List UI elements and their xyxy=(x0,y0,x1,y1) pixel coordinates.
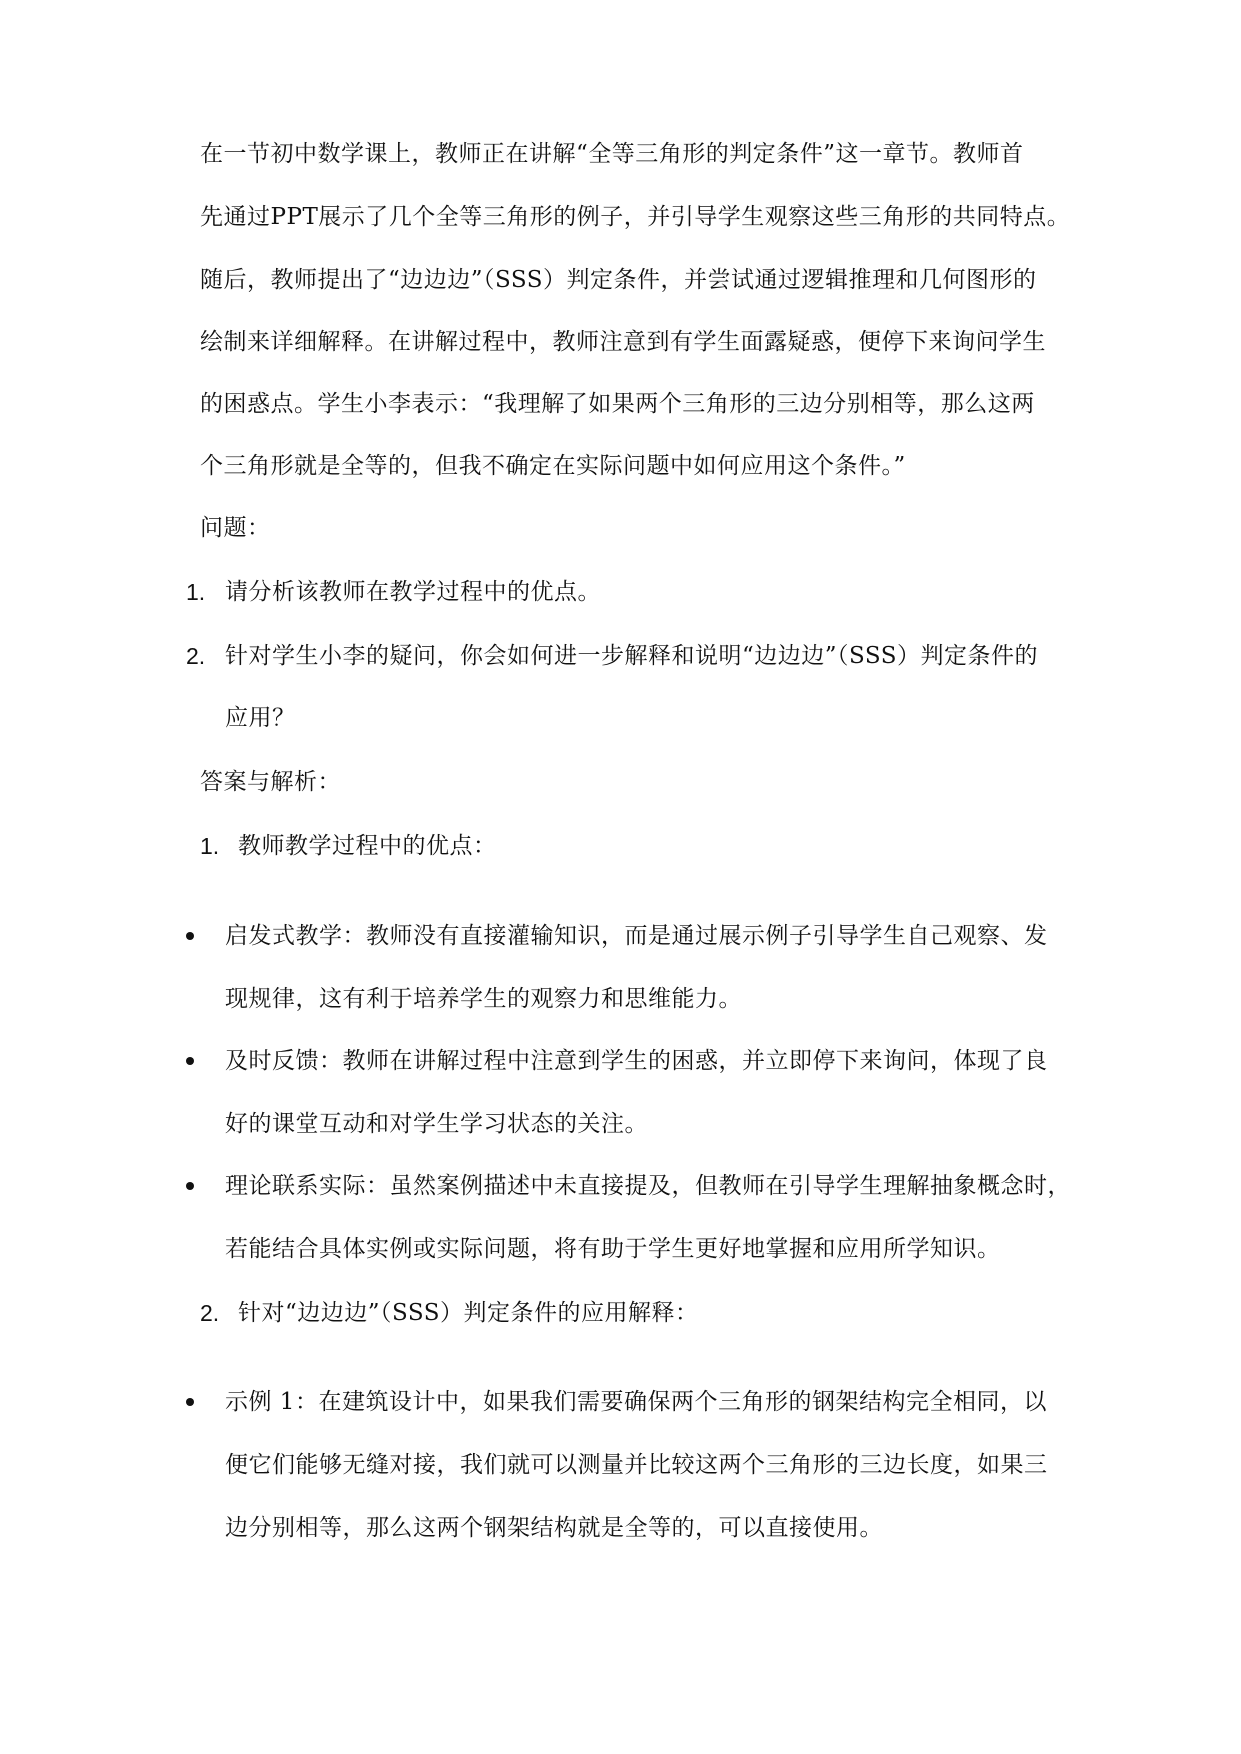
answer-1-bullet-1-line-2: 现规律，这有利于培养学生的观察力和思维能力。 xyxy=(225,986,742,1012)
answer-1-bullet-3-line-1: 理论联系实际：虽然案例描述中未直接提及，但教师在引导学生理解抽象概念时， xyxy=(225,1173,1071,1199)
answer-1-bullet-1-line-1: 启发式教学：教师没有直接灌输知识，而是通过展示例子引导学生自己观察、发 xyxy=(225,923,1048,949)
question-2-marker: 2. xyxy=(186,643,206,669)
bullet-icon xyxy=(186,932,194,940)
answers-heading: 答案与解析： xyxy=(200,769,341,795)
bullet-icon xyxy=(186,1398,194,1406)
question-2-text-line-2: 应用？ xyxy=(225,705,296,731)
answer-1-bullet-2-line-2: 好的课堂互动和对学生学习状态的关注。 xyxy=(225,1111,648,1137)
bullet-icon xyxy=(186,1057,194,1065)
scenario-line-3: 随后，教师提出了“边边边”（SSS）判定条件，并尝试通过逻辑推理和几何图形的 xyxy=(200,267,1037,293)
scenario-line-4: 绘制来详细解释。在讲解过程中，教师注意到有学生面露疑惑，便停下来询问学生 xyxy=(200,329,1046,355)
question-1-text: 请分析该教师在教学过程中的优点。 xyxy=(225,579,601,605)
question-2-text-line-1: 针对学生小李的疑问，你会如何进一步解释和说明“边边边”（SSS）判定条件的 xyxy=(225,643,1038,669)
bullet-icon xyxy=(186,1182,194,1190)
scenario-line-5: 的困惑点。学生小李表示：“我理解了如果两个三角形的三边分别相等，那么这两 xyxy=(200,391,1035,417)
answer-2-bullet-1-line-3: 边分别相等，那么这两个钢架结构就是全等的，可以直接使用。 xyxy=(225,1515,883,1541)
question-1-marker: 1. xyxy=(186,579,206,605)
answer-2-bullet-1-line-1: 示例 1：在建筑设计中，如果我们需要确保两个三角形的钢架结构完全相同，以 xyxy=(225,1389,1047,1415)
answer-part-1-title: 教师教学过程中的优点： xyxy=(238,833,497,859)
questions-heading: 问题： xyxy=(200,515,271,541)
scenario-line-2: 先通过PPT展示了几个全等三角形的例子，并引导学生观察这些三角形的共同特点。 xyxy=(200,204,1071,230)
answer-part-2-marker: 2. xyxy=(200,1300,220,1326)
answer-2-bullet-1-line-2: 便它们能够无缝对接，我们就可以测量并比较这两个三角形的三边长度，如果三 xyxy=(225,1452,1048,1478)
answer-1-bullet-3-line-2: 若能结合具体实例或实际问题，将有助于学生更好地掌握和应用所学知识。 xyxy=(225,1236,1001,1262)
scenario-line-1: 在一节初中数学课上，教师正在讲解“全等三角形的判定条件”这一章节。教师首 xyxy=(200,141,1024,167)
answer-part-1-marker: 1. xyxy=(200,833,220,859)
answer-part-2-title: 针对“边边边”（SSS）判定条件的应用解释： xyxy=(238,1300,699,1326)
answer-1-bullet-2-line-1: 及时反馈：教师在讲解过程中注意到学生的困惑，并立即停下来询问，体现了良 xyxy=(225,1048,1048,1074)
scenario-line-6: 个三角形就是全等的，但我不确定在实际问题中如何应用这个条件。” xyxy=(200,453,906,479)
